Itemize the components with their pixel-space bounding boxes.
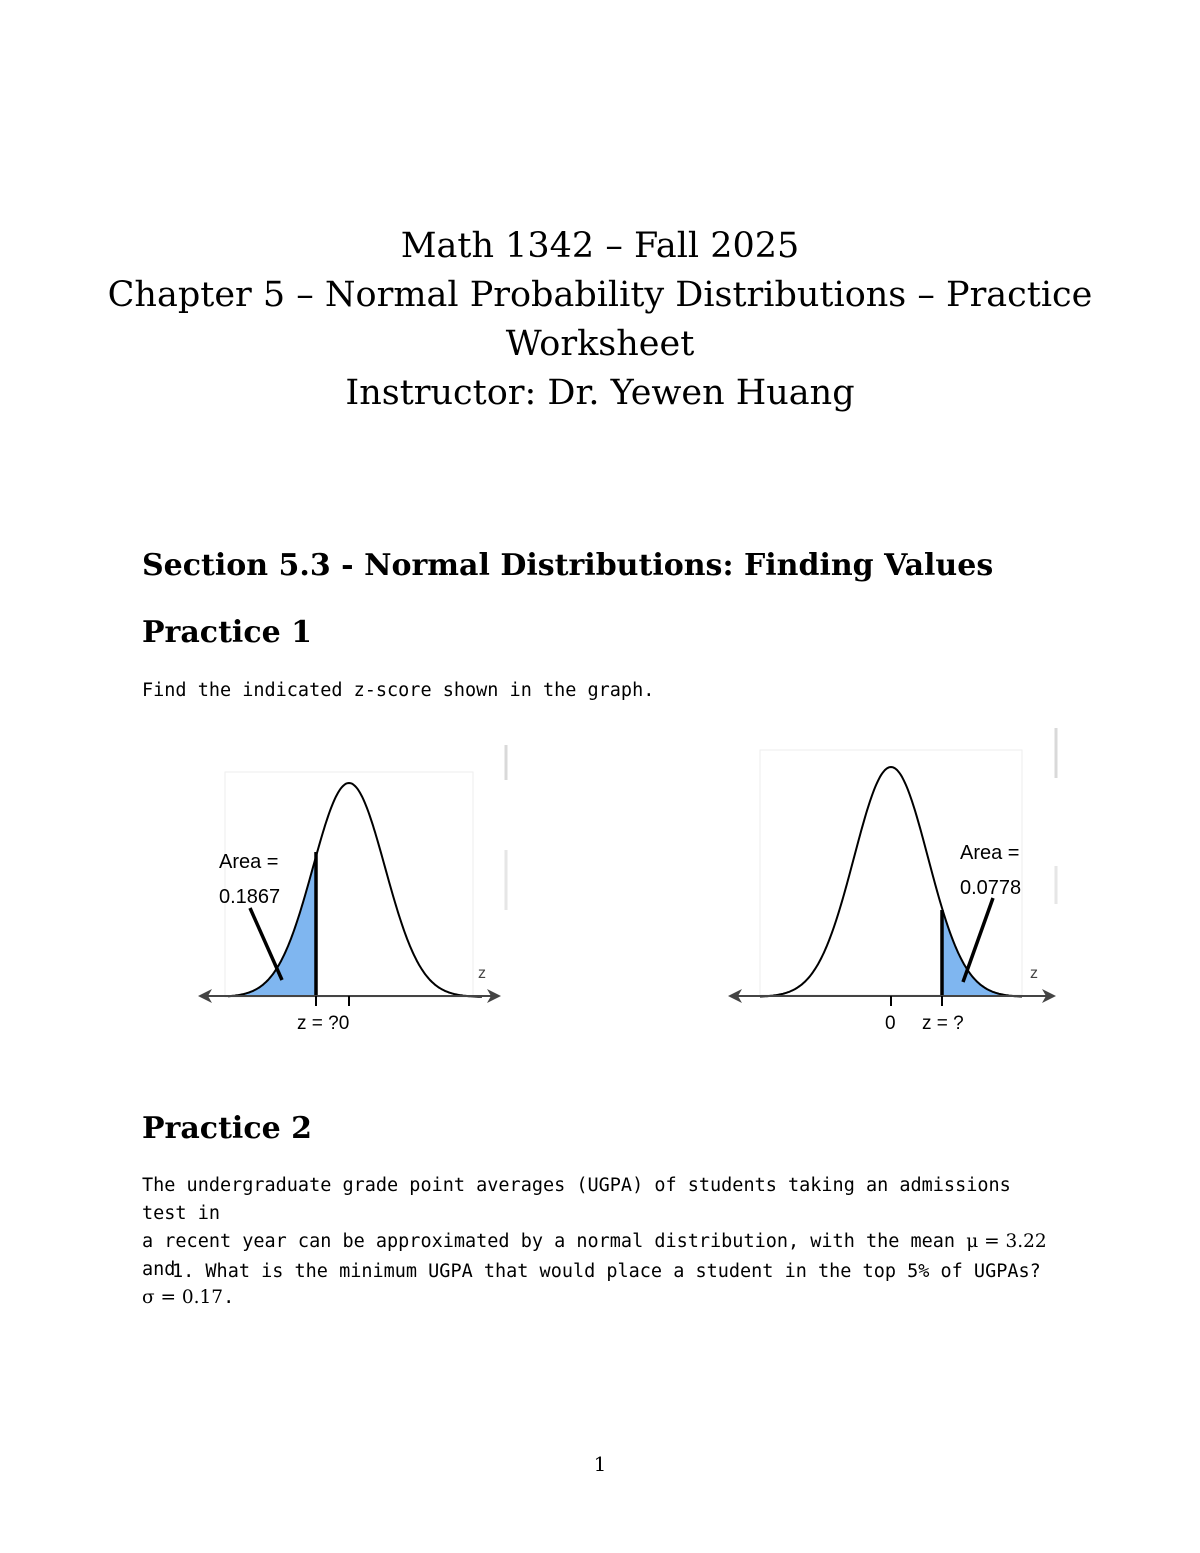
- practice-1-prompt: Find the indicated z-score shown in the graph.: [142, 680, 655, 701]
- area-pointer-line: [250, 908, 282, 980]
- practice-2-line-1: The undergraduate grade point averages (UGPA) of students taking an admissions test in: [142, 1175, 1011, 1224]
- zero-tick-label: 0: [885, 1013, 896, 1034]
- normal-curve-right-tail-graph: [720, 726, 1065, 1036]
- mean-value: μ = 3.22: [966, 1231, 1047, 1252]
- practice-2-title: Practice 2: [142, 1111, 312, 1146]
- axis-label-z: z: [478, 965, 486, 982]
- practice-2-line-3-end: .: [223, 1287, 235, 1308]
- document-header: [0, 222, 1200, 418]
- area-label: Area =: [219, 851, 279, 873]
- instructor-name: Instructor: Dr. Yewen Huang: [345, 373, 855, 413]
- area-label: Area =: [960, 842, 1020, 864]
- shaded-right-tail: [942, 908, 1010, 997]
- page-number: 1: [593, 1452, 607, 1476]
- worksheet-label: Worksheet: [505, 324, 695, 364]
- z-tick-label: z = ?: [922, 1013, 964, 1034]
- sd-value: σ = 0.17: [142, 1287, 224, 1308]
- normal-curve-left-tail-graph: [190, 740, 515, 1040]
- area-pointer-line: [963, 898, 993, 982]
- chapter-title: Chapter 5 – Normal Probability Distributions – Practice: [107, 275, 1093, 315]
- practice-1-title: Practice 1: [142, 615, 312, 650]
- area-value: 0.0778: [960, 877, 1022, 899]
- practice-2-line-2b: and: [142, 1259, 176, 1280]
- axis-label-z: z: [1030, 965, 1038, 982]
- graph-frame: [225, 772, 473, 997]
- course-title: Math 1342 – Fall 2025: [400, 226, 800, 266]
- area-value: 0.1867: [219, 886, 281, 908]
- question-1: 1. What is the minimum UGPA that would place a student in the top 5% of UGPAs?: [172, 1261, 1041, 1282]
- shaded-left-tail: [240, 856, 316, 997]
- z-tick-label: z = ?0: [297, 1013, 350, 1034]
- practice-2-line-2a: a recent year can be approximated by a normal distribution, with the mean: [142, 1231, 967, 1252]
- section-title: Section 5.3 - Normal Distributions: Finding Values: [142, 548, 994, 583]
- practice-2-text: [142, 1172, 1060, 1312]
- graph-frame: [760, 750, 1022, 995]
